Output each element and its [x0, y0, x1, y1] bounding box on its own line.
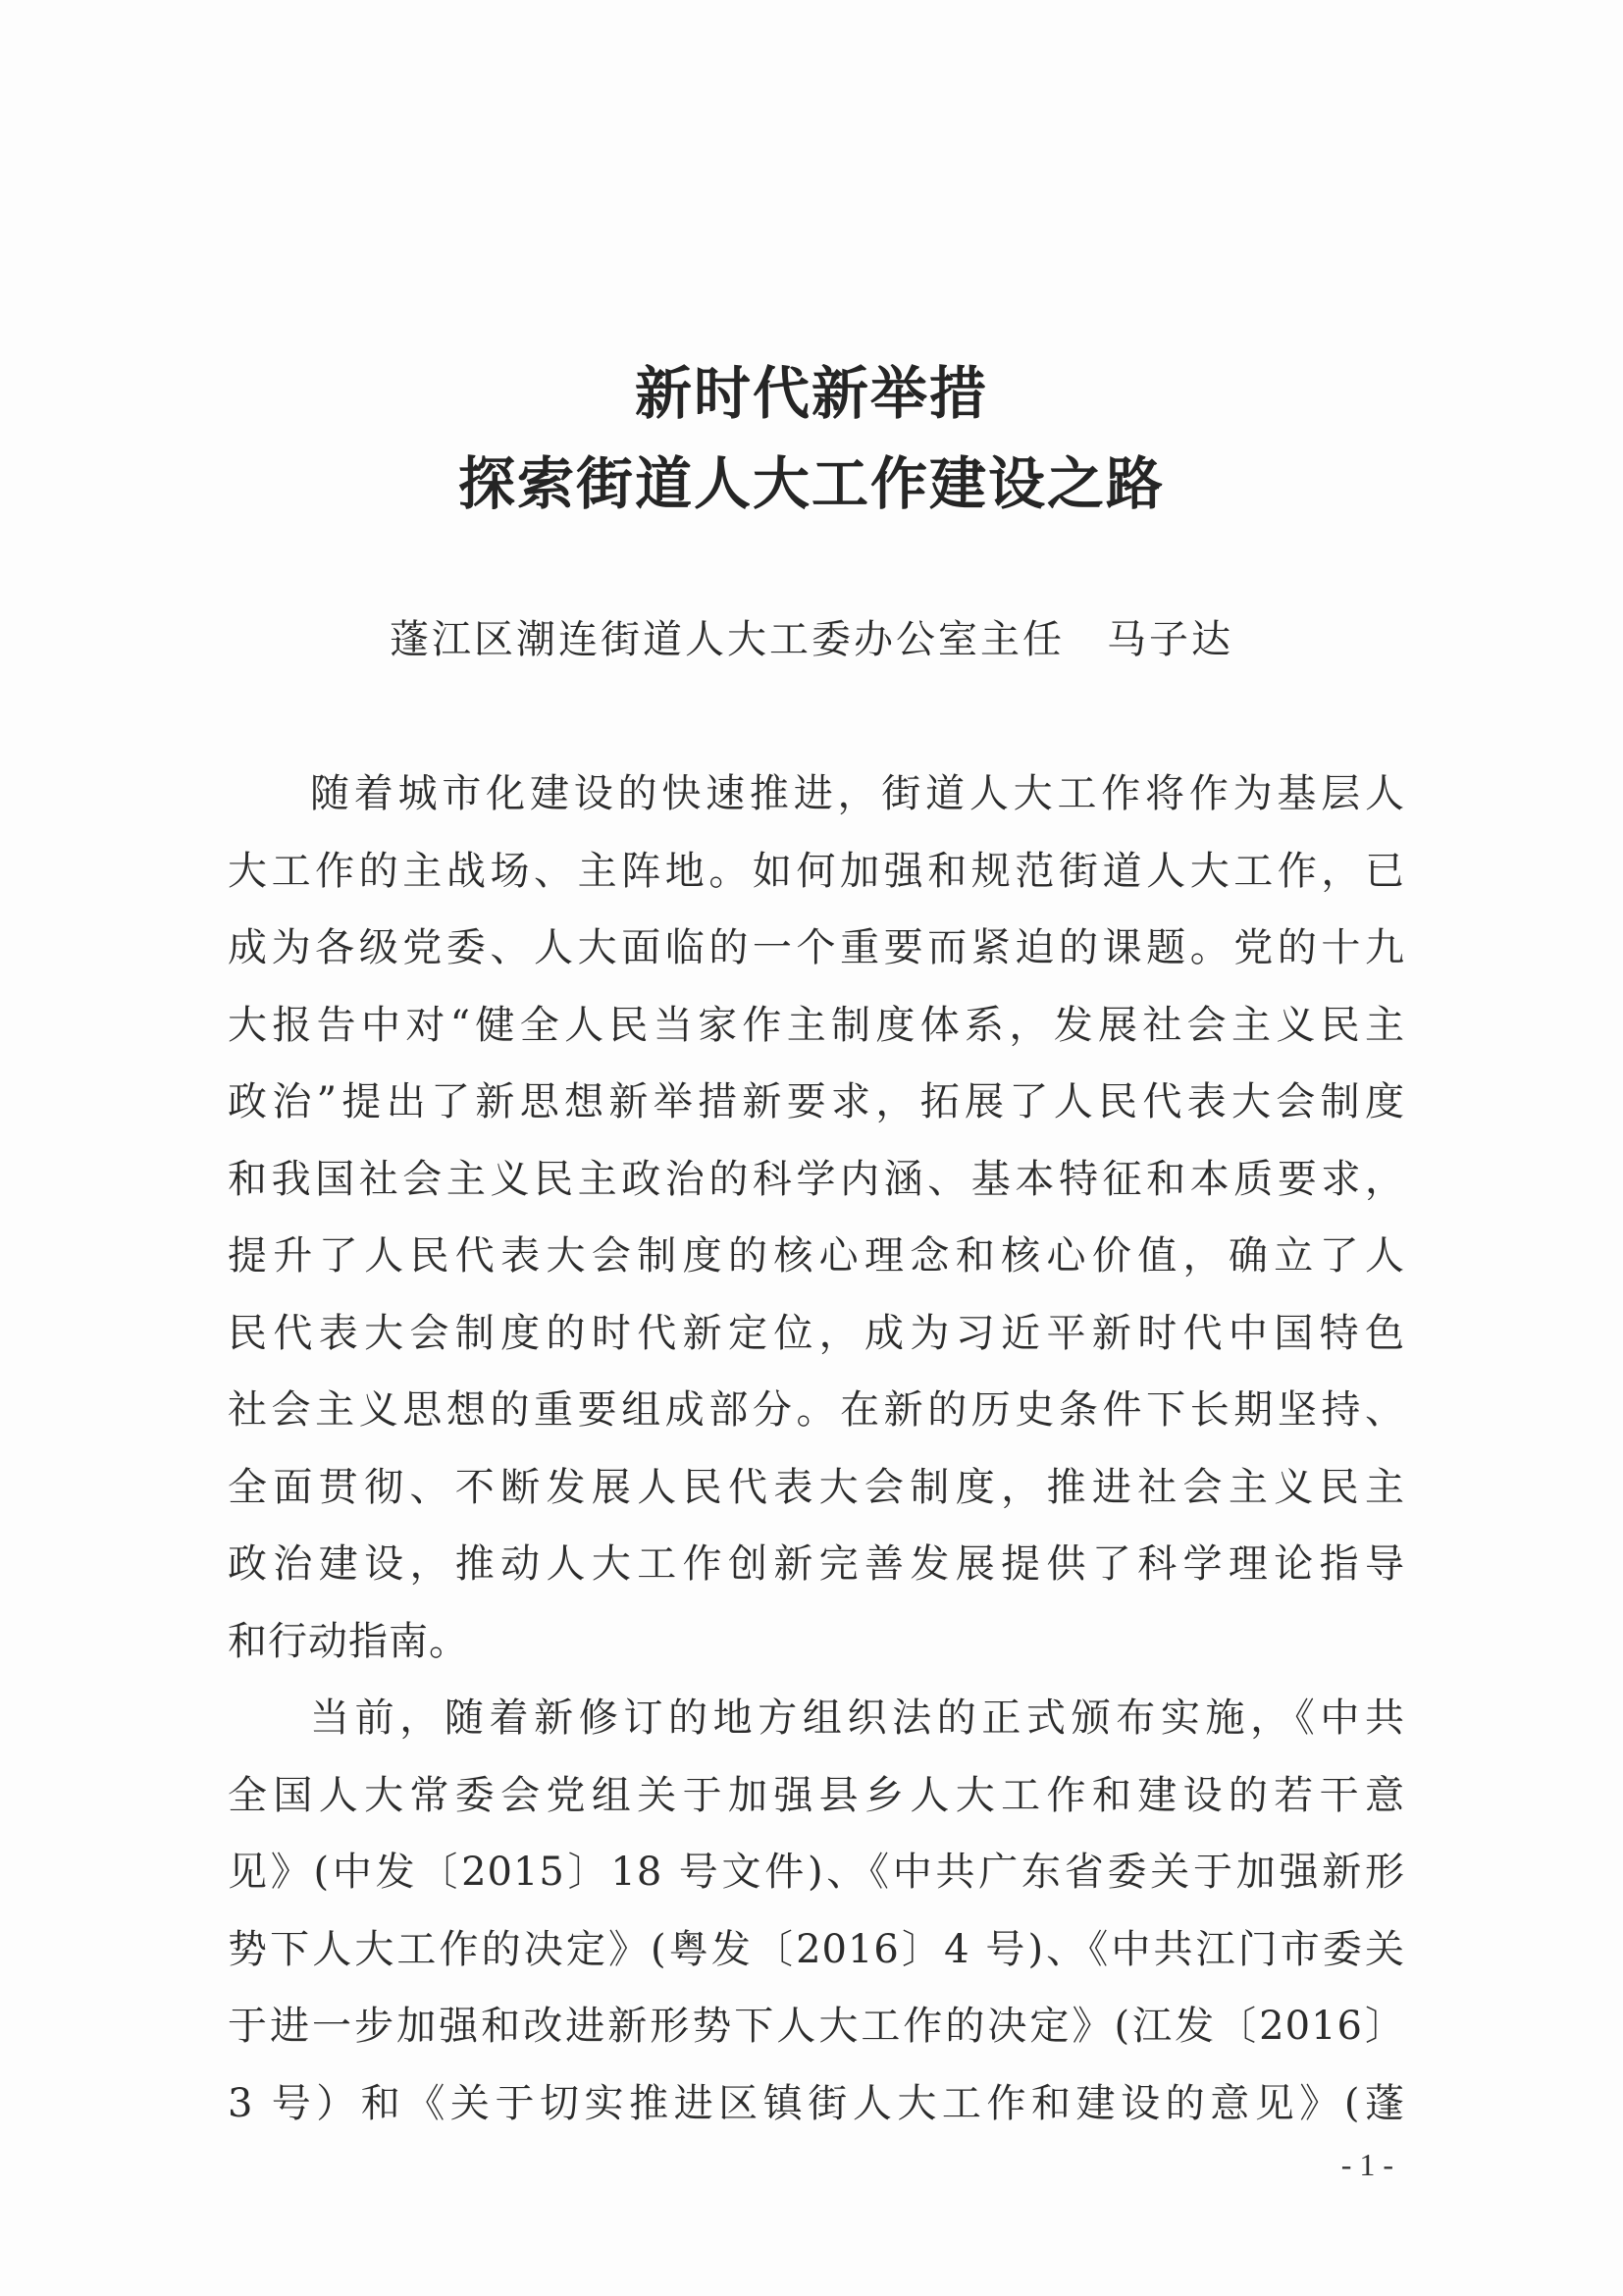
article-body [228, 756, 1405, 2142]
paragraph-2-line-4: 势下人大工作的决定》(粤发〔2016〕4 号)、《中共江门市委关 [228, 1926, 1405, 1972]
paragraph-1-line-5: 政治”提出了新思想新举措新要求，拓展了人民代表大会制度 [228, 1079, 1405, 1124]
paragraph-2-line-1: 当前，随着新修订的地方组织法的正式颁布实施，《中共 [310, 1696, 1405, 1741]
paragraph-1-line-10: 全面贯彻、不断发展人民代表大会制度，推进社会主义民主 [228, 1464, 1405, 1510]
title-line-1: 新时代新举措 [634, 360, 988, 427]
page-number: - 1 - [1340, 2147, 1393, 2182]
paragraph-2-line-5: 于进一步加强和改进新形势下人大工作的决定》(江发〔2016〕 [228, 2004, 1405, 2049]
paragraph-1-line-2: 大工作的主战场、主阵地。如何加强和规范街道人大工作，已 [228, 848, 1405, 894]
paragraph-2-line-2: 全国人大常委会党组关于加强县乡人大工作和建设的若干意 [228, 1772, 1405, 1818]
paragraph-1-line-12: 和行动指南。 [228, 1618, 469, 1664]
paragraph-1-line-11: 政治建设，推动人大工作创新完善发展提供了科学理论指导 [228, 1541, 1405, 1587]
title-line-2: 探索街道人大工作建设之路 [457, 450, 1165, 517]
paragraph-1-line-3: 成为各级党委、人大面临的一个重要而紧迫的课题。党的十九 [228, 925, 1405, 970]
paragraph-1-line-6: 和我国社会主义民主政治的科学内涵、基本特征和本质要求， [228, 1156, 1405, 1202]
paragraph-1-line-9: 社会主义思想的重要组成部分。在新的历史条件下长期坚持、 [228, 1387, 1405, 1433]
paragraph-1-line-4: 大报告中对“健全人民当家作主制度体系，发展社会主义民主 [228, 1002, 1405, 1048]
author-byline: 蓬江区潮连街道人大工委办公室主任 马子达 [390, 617, 1233, 662]
paragraph-2-line-6: 3 号）和《关于切实推进区镇街人大工作和建设的意见》(蓬 [228, 2080, 1405, 2126]
article-title [0, 348, 1623, 529]
paragraph-1-line-7: 提升了人民代表大会制度的核心理念和核心价值，确立了人 [228, 1233, 1405, 1278]
paragraph-1-line-1: 随着城市化建设的快速推进，街道人大工作将作为基层人 [310, 771, 1405, 816]
paragraph-2-line-3: 见》(中发〔2015〕18 号文件)、《中共广东省委关于加强新形 [228, 1850, 1405, 1895]
paragraph-1-line-8: 民代表大会制度的时代新定位，成为习近平新时代中国特色 [228, 1310, 1405, 1356]
